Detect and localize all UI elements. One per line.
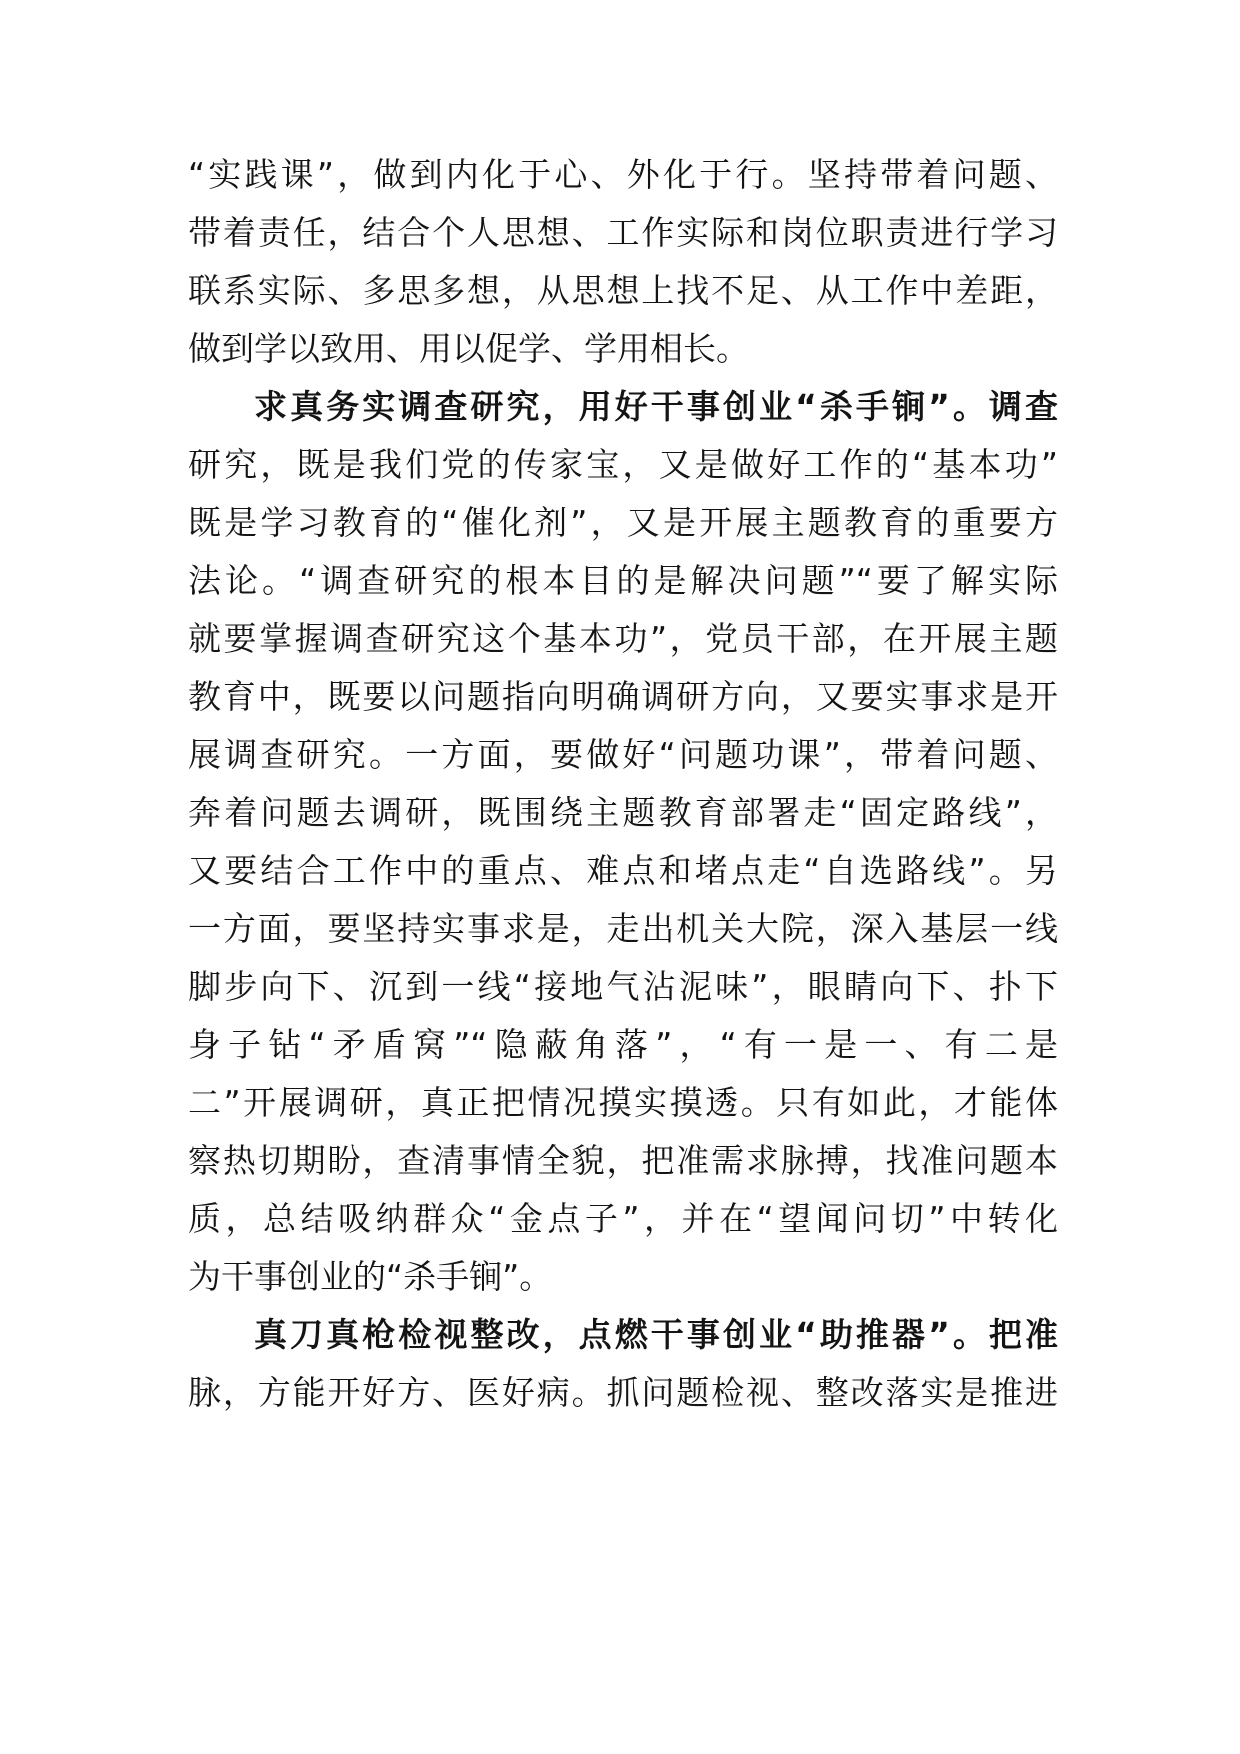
text-line: 身子钻“矛盾窝”“隐蔽角落”，“有一是一、有二是 [188, 1025, 1058, 1064]
text-line: 为干事创业的“杀手锏”。 [188, 1257, 553, 1296]
text-line: 研究，既是我们党的传家宝，又是做好工作的“基本功” [188, 445, 1058, 484]
text-line: 一方面，要坚持实事求是，走出机关大院，深入基层一线 [188, 909, 1058, 948]
text-line: 脉，方能开好方、医好病。抓问题检视、整改落实是推进 [188, 1373, 1058, 1412]
text-line: 就要掌握调查研究这个基本功”，党员干部，在开展主题 [188, 619, 1058, 658]
text-line: 奔着问题去调研，既围绕主题教育部署走“固定路线”， [188, 793, 1058, 832]
text-line: 脚步向下、沉到一线“接地气沾泥味”，眼睛向下、扑下 [188, 967, 1058, 1006]
text-line: 带着责任，结合个人思想、工作实际和岗位职责进行学习 [188, 213, 1058, 252]
text-line: 展调查研究。一方面，要做好“问题功课”，带着问题、 [188, 735, 1058, 774]
text-line: 教育中，既要以问题指向明确调研方向，又要实事求是开 [188, 677, 1058, 716]
text-line: 质，总结吸纳群众“金点子”，并在“望闻问切”中转化 [188, 1199, 1058, 1238]
paragraph-heading-line: 真刀真枪检视整改，点燃干事创业“助推器”。把准 [254, 1315, 1058, 1354]
text-line: “实践课”，做到内化于心、外化于行。坚持带着问题、 [188, 155, 1058, 194]
text-line: 既是学习教育的“催化剂”，又是开展主题教育的重要方 [188, 503, 1058, 542]
text-line: 法论。“调查研究的根本目的是解决问题”“要了解实际 [188, 561, 1058, 600]
text-line: 又要结合工作中的重点、难点和堵点走“自选路线”。另 [188, 851, 1058, 890]
text-line: 察热切期盼，查清事情全貌，把准需求脉搏，找准问题本 [188, 1141, 1058, 1180]
text-line: 做到学以致用、用以促学、学用相长。 [188, 329, 749, 368]
text-line: 二”开展调研，真正把情况摸实摸透。只有如此，才能体 [188, 1083, 1058, 1122]
text-line: 联系实际、多思多想，从思想上找不足、从工作中差距， [188, 271, 1058, 310]
paragraph-heading-line: 求真务实调查研究，用好干事创业“杀手锏”。调查 [254, 387, 1058, 426]
